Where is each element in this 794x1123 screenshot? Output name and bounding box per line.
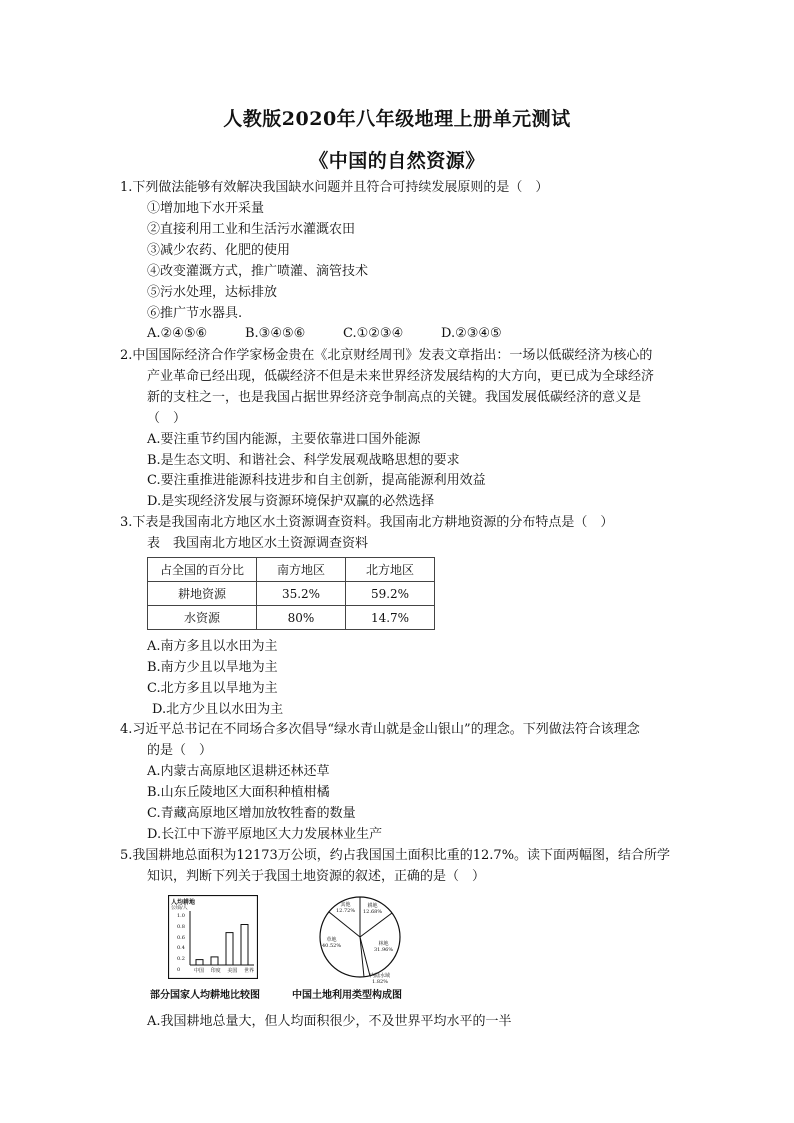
q3-data-table bbox=[147, 557, 435, 630]
fig1-tick: 1.0 bbox=[177, 913, 185, 919]
q5-option-a[interactable]: A.我国耕地总量大，但人均面积很少，不及世界平均水平的一半 bbox=[147, 1014, 512, 1029]
q1-item: ①增加地下水开采量 bbox=[147, 201, 265, 216]
fig2-slice-grass bbox=[322, 936, 341, 949]
q2-option-b[interactable]: B.是生态文明、和谐社会、科学发展观战略思想的要求 bbox=[147, 453, 460, 468]
fig1-unit: 公顷/人 bbox=[171, 905, 188, 911]
slice-value: 31.96% bbox=[374, 947, 394, 953]
q3-option-d[interactable]: D.北方少且以水田为主 bbox=[152, 702, 284, 717]
fig1-category: 中国 bbox=[194, 968, 205, 974]
q4-stem-line: 4.习近平总书记在不同场合多次倡导“绿水青山就是金山银山”的理念。下列做法符合该理念 bbox=[120, 722, 640, 737]
table-header-row bbox=[148, 558, 435, 582]
q1-item: ④改变灌溉方式，推广喷灌、滴管技术 bbox=[147, 264, 369, 279]
fig1-category: 美国 bbox=[227, 968, 238, 974]
slice-value: 1.82% bbox=[372, 979, 388, 985]
slice-label: 其他 bbox=[340, 902, 351, 908]
fig2-slice-forest bbox=[374, 940, 393, 953]
q1-option-b[interactable]: B.③④⑤⑥ bbox=[245, 326, 306, 341]
table-cell: 35.2% bbox=[257, 582, 346, 606]
q1-item: ⑥推广节水器具. bbox=[147, 306, 243, 321]
q2-option-c[interactable]: C.要注重推进能源科技进步和自主创新，提高能源利用效益 bbox=[147, 473, 486, 488]
q1-item: ⑤污水处理，达标排放 bbox=[147, 285, 278, 300]
slice-label: 耕地 bbox=[367, 903, 378, 909]
q3-option-c[interactable]: C.北方多且以旱地为主 bbox=[147, 681, 278, 696]
q4-option-a[interactable]: A.内蒙古高原地区退耕还林还草 bbox=[147, 764, 330, 779]
q1-item: ②直接利用工业和生活污水灌溉农田 bbox=[147, 222, 356, 237]
q1-option-d[interactable]: D.②③④⑤ bbox=[441, 326, 502, 341]
q5-stem-line: 5.我国耕地总面积为12173万公顷，约占我国国土面积比重的12.7%。读下面两幅图，结合所学 bbox=[120, 848, 671, 863]
fig1-tick: 0 bbox=[177, 966, 181, 973]
q2-stem-line: 2.中国国际经济合作学家杨金贵在《北京财经周刊》发表文章指出：一场以低碳经济为核心的 bbox=[120, 348, 653, 363]
page-title: 人教版2020年八年级地理上册单元测试 bbox=[223, 108, 571, 130]
fig2-slice-water bbox=[370, 972, 390, 985]
table-cell: 59.2% bbox=[346, 582, 435, 606]
q1-option-c[interactable]: C.①②③④ bbox=[343, 326, 404, 341]
fig1-category: 世界 bbox=[243, 968, 254, 974]
table-header-cell: 北方地区 bbox=[346, 558, 435, 582]
fig1-bar bbox=[226, 933, 233, 965]
table-cell: 80% bbox=[257, 606, 346, 630]
fig2-slice-other bbox=[336, 901, 355, 914]
slice-label: 内陆水域 bbox=[370, 973, 391, 979]
table-cell: 14.7% bbox=[346, 606, 435, 630]
slice-value: 12.72% bbox=[336, 908, 356, 914]
q4-option-c[interactable]: C.青藏高原地区增加放牧牲畜的数量 bbox=[147, 806, 356, 821]
fig2-pie-chart bbox=[312, 892, 408, 988]
fig1-ylabel: 人均耕地 bbox=[171, 899, 196, 906]
q2-stem-line: （ ） bbox=[147, 411, 187, 426]
fig1-bar bbox=[211, 957, 218, 965]
fig1-tick: 0.8 bbox=[177, 923, 185, 930]
fig1-tick: 0.6 bbox=[177, 934, 185, 941]
table-header-cell: 南方地区 bbox=[257, 558, 346, 582]
fig1-chart bbox=[168, 895, 258, 979]
page-subtitle: 《中国的自然资源》 bbox=[309, 150, 485, 172]
q2-stem-line: 产业革命已经出现，低碳经济不但是未来世界经济发展结构的大方向，更已成为全球经济 bbox=[147, 369, 655, 384]
q1-option-a[interactable]: A.②④⑤⑥ bbox=[147, 326, 208, 341]
table-header-cell: 占全国的百分比 bbox=[148, 558, 257, 582]
q3-option-b[interactable]: B.南方少且以旱地为主 bbox=[147, 660, 278, 675]
q1-item: ③减少农药、化肥的使用 bbox=[147, 243, 291, 258]
table-cell: 水资源 bbox=[148, 606, 257, 630]
slice-label: 林地 bbox=[378, 941, 389, 947]
table-row bbox=[148, 582, 435, 606]
slice-label: 草地 bbox=[326, 937, 337, 943]
q4-option-d[interactable]: D.长江中下游平原地区大力发展林业生产 bbox=[147, 827, 383, 842]
fig1-categories bbox=[194, 967, 254, 974]
slice-value: 40.52% bbox=[322, 943, 342, 949]
table-cell: 耕地资源 bbox=[148, 582, 257, 606]
table-row bbox=[148, 606, 435, 630]
fig1-ticks bbox=[177, 911, 185, 976]
fig1-bar bbox=[241, 925, 248, 966]
fig1-tick: 0.2 bbox=[177, 956, 185, 963]
q5-stem-line: 知识，判断下列关于我国土地资源的叙述，正确的是（ ） bbox=[147, 869, 486, 884]
q2-option-d[interactable]: D.是实现经济发展与资源环境保护双赢的必然选择 bbox=[147, 494, 435, 509]
fig2-caption: 中国土地利用类型构成图 bbox=[292, 990, 402, 1001]
q2-option-a[interactable]: A.要注重节约国内能源，主要依靠进口国外能源 bbox=[147, 432, 421, 447]
fig1-tick: 0.4 bbox=[177, 945, 185, 952]
fig1-category: 印度 bbox=[210, 968, 221, 974]
q4-stem-line: 的是（ ） bbox=[147, 743, 213, 758]
q2-stem-line: 新的支柱之一，也是我国占据世界经济竞争制高点的关键。我国发展低碳经济的意义是 bbox=[147, 390, 642, 405]
fig1-caption: 部分国家人均耕地比较图 bbox=[150, 990, 260, 1001]
q3-option-a[interactable]: A.南方多且以水田为主 bbox=[147, 639, 278, 654]
slice-value: 12.68% bbox=[363, 909, 383, 915]
q4-option-b[interactable]: B.山东丘陵地区大面积种植柑橘 bbox=[147, 785, 330, 800]
q3-stem: 3.下表是我国南北方地区水土资源调查资料。我国南北方耕地资源的分布特点是（ ） bbox=[120, 515, 614, 530]
fig1-bar bbox=[196, 960, 203, 965]
q3-table-caption: 表 我国南北方地区水土资源调查资料 bbox=[147, 536, 369, 551]
q1-stem: 1.下列做法能够有效解决我国缺水问题并且符合可持续发展原则的是（ ） bbox=[120, 180, 549, 195]
fig2-slice-arable bbox=[363, 902, 382, 915]
